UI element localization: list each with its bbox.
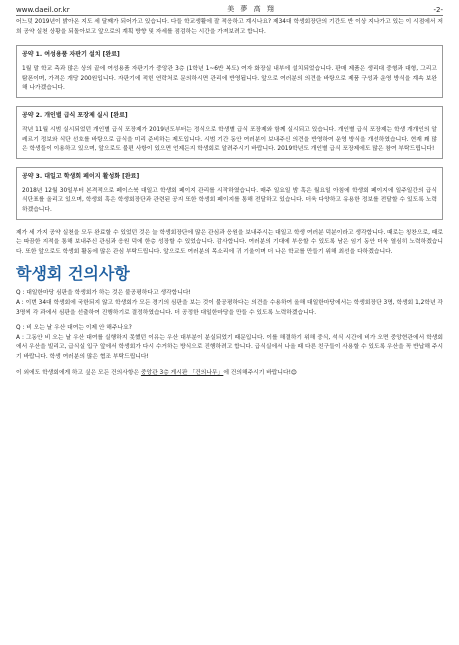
- closing-paragraph: 제가 세 가지 공약 실천을 모두 완료할 수 있었던 것은 늘 학생회장단에 많은 관심과 응원을 보내주시는 대일고 학생 여러분 덕분이라고 생각합니다. 때로는 칭찬으로, 때로는 따끔한 지적을 통해 보내주신 관심과 응원 덕에 한층 성장할 수 있었습니다. 감사합니다. 여러분의 기대에 부응할 수 있도록 남은 임기 동안 더욱 열심히 노력하겠습니다. 또한 앞으로도 학생회 활동에 많은 관심 부탁드립니다. 앞으로도 여러분의 목소리에 귀 기울이며 더 나은 학교를 만들기 위해 최선을 다하겠습니다.: [16, 229, 443, 255]
- pledge-body: 작년 11월 시범 실시되었던 개인별 급식 포장제가 2019년도부터는 정식으로 학생별 급식 포장제와 함께 실시되고 있습니다. 개인별 급식 포장제는 학생 개개인의 알레르기 정보와 식단 선호를 바탕으로 급식을 미리 준비하는 제도입니다. 시범 기간 동안 여러분이 보내주신 의견을 반영하여 운영 방식을 개선하였습니다. 현재 꽤 많은 학생들이 이용하고 있으며, 앞으로도 불편 사항이 있으면 언제든지 학생회로 알려주시기 바랍니다. 2019학년도 개인별 급식 포장제에도 많은 참여 부탁드립니다!: [22, 126, 437, 153]
- pledge-section-3: [16, 167, 443, 220]
- pledge-title: 공약 2. 개인별 급식 포장제 실시 [완료]: [22, 111, 128, 119]
- pledge-body: 1월 말 학교 측과 많은 상의 끝에 여성용품 자판기가 중앙관 3층 (1학년 1~6반 복도) 여자 화장실 내부에 설치되었습니다. 판매 제품은 생리대 중형과 대형, 그리고 탐폰이며, 가격은 개당 200원입니다. 자판기에 적힌 연락처로 문의하시면 관리에 반영됩니다. 앞으로 여러분의 의견을 바탕으로 제품 구성과 운영 방식을 계속 보완해 나가겠습니다.: [22, 66, 437, 92]
- question: Q : 비 오는 날 우산 대여는 이제 안 해주나요?: [16, 325, 132, 332]
- pledge-section-1: [16, 45, 443, 98]
- pledge-title: 공약 1. 여성용품 자판기 설치 [완료]: [22, 51, 120, 59]
- question: Q : 대일한마당 심판을 학생회가 하는 것은 불공평하다고 생각합니다!: [16, 290, 191, 297]
- final-note: [16, 369, 443, 379]
- qa-item: [16, 289, 443, 318]
- suggestion-board-highlight: 중앙관 3층 게시판 「건의나무」: [140, 370, 224, 377]
- pledge-section-2: [16, 106, 443, 159]
- newsletter-title: 美 夢 高 翔: [227, 5, 276, 13]
- qa-list: [16, 289, 443, 362]
- page-header: [16, 2, 443, 16]
- answer: A : 그동안 비 오는 날 우산 대여를 실행하지 못했던 이유는 우산 대부분이 분실되었기 때문입니다. 이를 해결하기 위해 중식, 석식 시간에 비가 오면 중앙현관에서 학생회에서 우산을 빌리고, 급식실 입구 앞에서 학생회가 다시 수거하는 방식으로 진행하려고 합니다. 급식실에서 나올 때 다른 친구들이 사용할 수 있도록 우산을 꼭 반납해 주시기 바랍니다. 학생 여러분의 많은 협조 부탁드립니다!: [16, 334, 443, 360]
- pledge-body: 2018년 12월 30일부터 본격적으로 페이스북 대일고 학생회 페이지 관리를 시작하였습니다. 매주 일요일 밤 혹은 월요일 아침에 학생회 페이지에 일주일간의 급식 식단표를 올리고 있으며, 학생회 혹은 학생회장단과 관련된 공지 또한 학생회 페이지를 통해 전달하고 있습니다. 더욱 다양하고 유용한 정보를 전달할 수 있도록 노력하겠습니다.: [22, 187, 437, 213]
- final-note-pre: 이 외에도 학생회에게 하고 싶은 모든 건의사항은: [16, 370, 141, 377]
- pledge-title: 공약 3. 대일고 학생회 페이지 활성화 [완료]: [22, 172, 140, 180]
- qa-item: [16, 324, 443, 362]
- intro-paragraph: 어느덧 2019년이 밝아온 지도 세 달째가 되어가고 있습니다. 다들 학교생활에 잘 적응하고 계시나요? 제34대 학생회장단의 기간도 반 이상 지나가고 있는 이 시점에서 저희 공약 실천 상황을 되돌아보고 앞으로의 계획 방향 및 자세를 점검하는 시간을 가져보려고 합니다.: [16, 19, 443, 35]
- site-url[interactable]: www.daeil.or.kr: [16, 6, 70, 14]
- page-number: -2-: [433, 6, 443, 14]
- answer: A : 이번 34대 학생회에 국한되지 않고 학생회가 모든 경기의 심판을 보는 것이 불공평하다는 의견을 수용하여 올해 대일한마당에서는 학생회장단 3명, 학생회 1,2학년 각 3명씩 각 과에서 심판을 선출하여 진행하기로 결정하였습니다. 더 공정한 대일한마당을 만들 수 있도록 노력하겠습니다.: [16, 299, 443, 316]
- suggestions-heading: 학생회 건의사항: [16, 264, 130, 284]
- final-note-post: 에 건의해주시기 바랍니다!😊: [223, 370, 297, 377]
